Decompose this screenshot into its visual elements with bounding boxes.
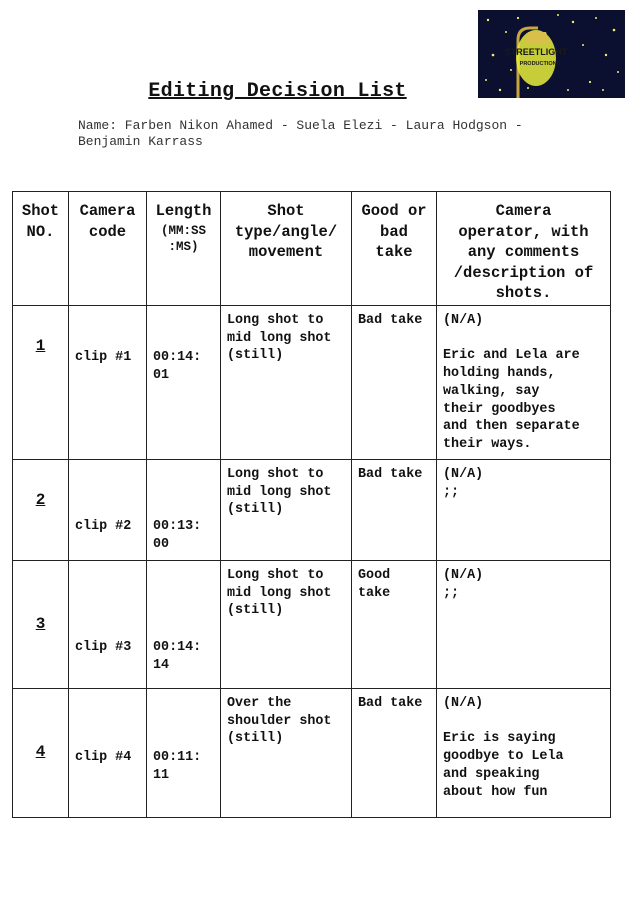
comments-cell: (N/A) Eric is saying goodbye to Lela and speaking about how fun (437, 689, 611, 818)
length-value: 00:14: 01 (153, 350, 202, 383)
length-value: 00:14: 14 (153, 640, 202, 673)
shot-type-cell: Over the shoulder shot (still) (221, 689, 352, 818)
logo-text-line1: STREETLIGHT (504, 47, 568, 57)
clip-cell (69, 689, 147, 818)
header-length-label: Length (155, 202, 212, 220)
header-camera-code: Camera code (69, 192, 147, 306)
header-operator-comments: Camera operator, with any comments /description of shots. (437, 192, 611, 306)
length-cell (147, 306, 221, 460)
header-length-format: (MM:SS :MS) (160, 223, 206, 254)
shot-number: 4 (35, 743, 46, 761)
shot-number-cell (13, 306, 69, 460)
shot-number: 2 (35, 491, 46, 509)
clip-code: clip #4 (75, 750, 132, 765)
shot-type-cell: Long shot to mid long shot (still) (221, 460, 352, 561)
clip-code: clip #2 (75, 519, 132, 534)
shot-number-cell (13, 689, 69, 818)
shot-number: 1 (35, 337, 46, 355)
shot-type-cell: Long shot to mid long shot (still) (221, 561, 352, 689)
page-title: Editing Decision List (148, 80, 407, 103)
table-row (13, 689, 611, 818)
table-row (13, 460, 611, 561)
clip-cell (69, 306, 147, 460)
shot-number: 3 (35, 615, 46, 633)
length-cell (147, 689, 221, 818)
take-cell: Bad take (352, 306, 437, 460)
take-cell: Bad take (352, 460, 437, 561)
length-cell (147, 460, 221, 561)
shot-number-cell (13, 460, 69, 561)
take-cell: Bad take (352, 689, 437, 818)
clip-code: clip #1 (75, 350, 132, 365)
clip-cell (69, 460, 147, 561)
length-cell (147, 561, 221, 689)
header-length (147, 192, 221, 306)
shot-type-cell: Long shot to mid long shot (still) (221, 306, 352, 460)
names-line: Name: Farben Nikon Ahamed - Suela Elezi - Laura Hodgson - Benjamin Karrass (78, 118, 523, 149)
length-value: 00:11: 11 (153, 750, 202, 783)
length-value: 00:13: 00 (153, 519, 202, 552)
comments-cell: (N/A) ;; (437, 561, 611, 689)
clip-cell (69, 561, 147, 689)
clip-code: clip #3 (75, 640, 132, 655)
header-good-bad: Good or bad take (352, 192, 437, 306)
table-row (13, 306, 611, 460)
shot-number-cell (13, 561, 69, 689)
header-row (13, 192, 611, 306)
comments-cell: (N/A) Eric and Lela are holding hands, walking, say their goodbyes and then separate their ways. (437, 306, 611, 460)
comments-cell: (N/A) ;; (437, 460, 611, 561)
header-shot-type: Shot type/angle/ movement (221, 192, 352, 306)
table-row (13, 561, 611, 689)
take-cell: Good take (352, 561, 437, 689)
edl-table (12, 191, 611, 818)
header-shot-no: Shot NO. (13, 192, 69, 306)
logo-text-line2: PRODUCTIONS (519, 61, 561, 67)
